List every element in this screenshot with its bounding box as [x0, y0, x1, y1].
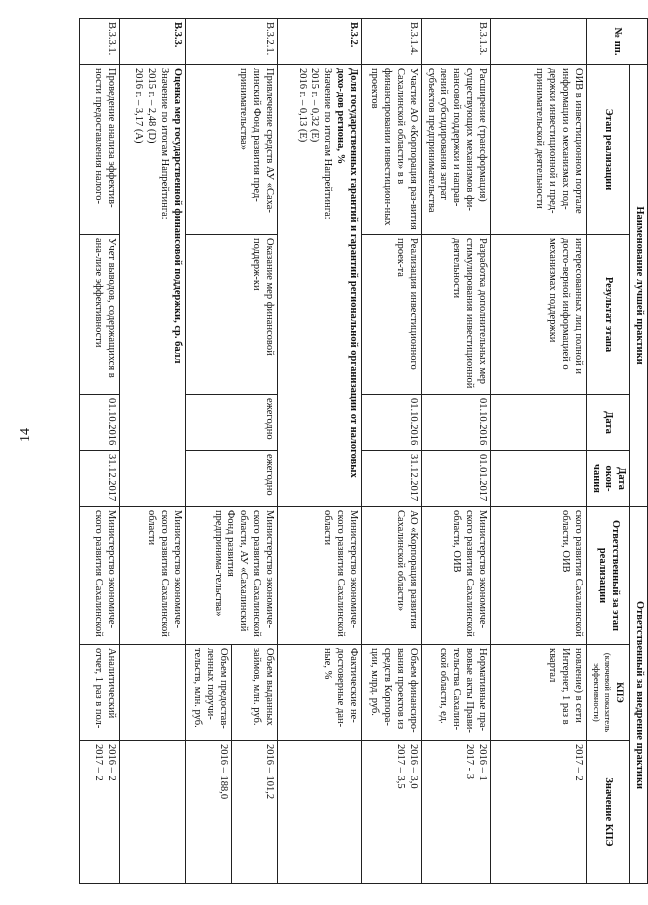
row-responsible: Министерство экономиче-ского развития Сахалинской [79, 507, 119, 645]
row-result: Оказание мер финансовой поддерж-ки [185, 235, 277, 395]
rotated-table-wrapper [83, 18, 648, 883]
header-kpe-value: Значение КПЭ [586, 741, 629, 884]
best-practices-table [79, 18, 648, 884]
row-date-end: ежегодно [185, 451, 277, 507]
table-row [490, 19, 586, 884]
row-kpe: Фактические не-достоверные дан-ные, % [277, 645, 361, 741]
header-kpe-subtitle: (ключевой показатель эффективности) [592, 652, 613, 733]
section-title-cell [277, 65, 361, 507]
row-stage: Привлечение средств АУ «Саха-линский Фонд развития пред-принимательства» [185, 65, 277, 235]
row-kpe-2: Объем предостав-ленных поручи-тельств, млн. руб. [185, 645, 231, 741]
row-kpe-value-2: 2016 – 188,0 [185, 741, 231, 884]
header-responsible: Ответственный за внедрение практики [630, 507, 648, 884]
row-num: В.3.1.4. [361, 19, 421, 65]
section-row [277, 19, 361, 884]
row-date-end: 31.12.2017 [79, 451, 119, 507]
row-responsible: Министерство экономиче-ского развития Сахалинской области, АУ «Сахалинский Фонд развития предпринима-тельства» [185, 507, 277, 645]
section-title: Оценка мер государственной финансовой поддержки, ср. балл [171, 68, 183, 364]
row-result: Учет выводов, содержащихся в ана-лизе эффективности [79, 235, 119, 395]
table-row [361, 19, 421, 884]
row-kpe: Объем финансиро-вания проектов из средств Корпора-ции, млрд. руб. [361, 645, 421, 741]
header-date-end: Дата окон-чания [586, 451, 629, 507]
row-num: В.3.2.1. [185, 19, 277, 65]
page-number: 14 [18, 428, 33, 442]
header-kpe-title: КПЭ [614, 682, 625, 703]
header-result: Результат этапа [586, 235, 629, 395]
row-date-end: 01.01.2017 [421, 451, 490, 507]
row-kpe: Нормативные пра-вовые акты Прави-тельства Сахалин-ской области, ед. [421, 645, 490, 741]
row-num [490, 19, 586, 65]
header-row-1 [630, 19, 648, 884]
section-rating-note: Значение по итогам Напрейтинга: 2015 г. – 2,48 (D) 2016 г. – 3,17 (А) [133, 68, 171, 220]
row-date-start: 01.10.2016 [361, 395, 421, 451]
row-responsible: Министерство экономиче-ского развития Сахалинской области [277, 507, 361, 645]
section-rating-note: Значение по итогам Напрейтинга: 2015 г. – 0,32 (Е) 2016 г. – 0,13 (Е) [296, 68, 334, 220]
row-num: В.3.1.3. [421, 19, 490, 65]
row-responsible: Министерство экономиче-ского развития Сахалинской области [119, 507, 185, 645]
section-title: Доля государственных гарантий и гарантий региональной организации от налоговых дохо-дов региона, % [335, 68, 359, 478]
row-stage: Проведение анализа эффектив-ности предоставления налого- [79, 65, 119, 235]
row-stage: Расширение (трансформация) существующих механизмов фи-нансовой поддержки и направ-лений субсидирования затрат субъектов предпринимательства [421, 65, 490, 235]
header-row-2 [586, 19, 629, 884]
row-responsible: АО «Корпорация развития Сахалинской области» [361, 507, 421, 645]
table-row [231, 19, 277, 884]
row-result: интересованных лиц полной и досто-верной информацией о механизмах поддержки [490, 235, 586, 395]
row-responsible: ского развития Сахалинской области, ОИВ [490, 507, 586, 645]
row-date-start [490, 395, 586, 451]
row-kpe: новление) в сети Интернет, 1 раз в квартал [490, 645, 586, 741]
row-kpe: Объем выданных займов, млн. руб. [231, 645, 277, 741]
header-date-start: Дата [586, 395, 629, 451]
section-row [119, 19, 185, 884]
row-kpe: Аналитический отчет, 1 раз в пол- [79, 645, 119, 741]
table-row [421, 19, 490, 884]
row-kpe-value: 2016 – 2 2017 – 2 [79, 741, 119, 884]
row-date-start: 01.10.2016 [421, 395, 490, 451]
row-num: В.3.3.1. [79, 19, 119, 65]
row-date-end [490, 451, 586, 507]
row-date-start: 01.10.2016 [79, 395, 119, 451]
row-stage: ОИВ в инвестиционном портале информации о механизмах под-держки инвестиционной и пред-принимательской деятельности [490, 65, 586, 235]
table-row [79, 19, 119, 884]
header-stage: Этап реализации [586, 65, 629, 235]
section-title-cell [119, 65, 185, 507]
row-num: В.3.2. [277, 19, 361, 65]
row-result: Разработка дополнительных мер стимулирования инвестиционной деятельности [421, 235, 490, 395]
row-responsible: Министерство экономиче-ского развития Сахалинской области, ОИВ [421, 507, 490, 645]
header-kpe [586, 645, 629, 741]
row-kpe-value: 2016 – 101,2 [231, 741, 277, 884]
row-date-start: ежегодно [185, 395, 277, 451]
row-kpe [119, 645, 185, 741]
row-stage: Участие АО «Корпорация раз-вития Сахалинской области» в в финансировании инвестицион-ных проектов [361, 65, 421, 235]
row-kpe-value: 2017 – 2 [490, 741, 586, 884]
row-kpe-value: 2016 – 1 2017 - 3 [421, 741, 490, 884]
header-best-practice: Наименование лучшей практики [630, 65, 648, 507]
header-num: № пп. [586, 19, 647, 65]
header-responsible-stage: Ответственный за этап реализации [586, 507, 629, 645]
row-kpe-value [119, 741, 185, 884]
row-num: В.3.3. [119, 19, 185, 65]
row-date-end: 31.12.2017 [361, 451, 421, 507]
row-kpe-value: 2016 – 3,0 2017 – 3,5 [361, 741, 421, 884]
row-kpe-value [277, 741, 361, 884]
row-result: Реализация инвестиционного проек-та [361, 235, 421, 395]
